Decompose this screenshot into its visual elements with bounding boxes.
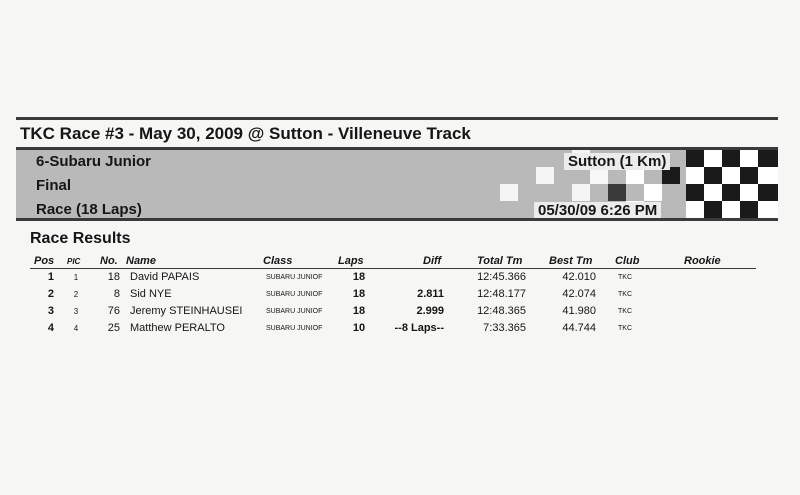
cell-pos: 3 xyxy=(47,305,54,317)
cell-pic: 4 xyxy=(73,324,79,333)
cell-number: 18 xyxy=(107,271,120,283)
cell-name: Sid NYE xyxy=(130,288,172,300)
cell-class: SUBARU JUNIOF xyxy=(266,308,323,315)
header-club: Club xyxy=(615,255,640,267)
header-diff: Diff xyxy=(423,255,442,267)
cell-name: Jeremy STEINHAUSEI xyxy=(130,305,243,317)
cell-pic: 1 xyxy=(73,273,79,282)
table-row xyxy=(0,322,800,338)
race-datetime: 05/30/09 6:26 PM xyxy=(534,202,661,219)
header-no: No. xyxy=(100,255,118,267)
header-pic: PIC xyxy=(67,257,81,266)
cell-best: 44.744 xyxy=(562,322,596,334)
cell-number: 8 xyxy=(113,288,120,300)
cell-best: 42.074 xyxy=(562,288,596,300)
event-banner xyxy=(16,147,778,221)
cell-total: 7:33.365 xyxy=(483,322,526,334)
race-name: Race (18 Laps) xyxy=(36,201,142,218)
cell-pic: 2 xyxy=(73,290,79,299)
cell-club: TKC xyxy=(618,291,632,298)
cell-pic: 3 xyxy=(73,307,79,316)
cell-name: David PAPAIS xyxy=(130,271,200,283)
cell-best: 42.010 xyxy=(562,271,596,283)
cell-number: 25 xyxy=(107,322,120,334)
section-title: Race Results xyxy=(30,230,131,247)
header-best: Best Tm xyxy=(549,255,593,267)
cell-club: TKC xyxy=(618,308,632,315)
class-name: 6-Subaru Junior xyxy=(36,153,152,170)
table-row xyxy=(0,288,800,304)
header-total: Total Tm xyxy=(477,255,523,267)
cell-pos: 2 xyxy=(47,288,54,300)
cell-pos: 4 xyxy=(47,322,54,334)
session-name: Final xyxy=(36,177,72,194)
cell-club: TKC xyxy=(618,274,632,281)
cell-diff: --8 Laps-- xyxy=(394,322,444,334)
cell-laps: 18 xyxy=(352,271,366,283)
table-row xyxy=(0,305,800,321)
cell-total: 12:48.177 xyxy=(477,288,526,300)
cell-total: 12:45.366 xyxy=(477,271,526,283)
cell-laps: 18 xyxy=(352,288,366,300)
cell-name: Matthew PERALTO xyxy=(130,322,225,334)
cell-club: TKC xyxy=(618,325,632,332)
cell-class: SUBARU JUNIOF xyxy=(266,274,323,281)
header-rookie: Rookie xyxy=(684,255,721,267)
cell-class: SUBARU JUNIOF xyxy=(266,325,323,332)
title-rule xyxy=(16,117,778,120)
cell-diff: 2.811 xyxy=(417,288,444,300)
cell-laps: 10 xyxy=(352,322,366,334)
table-row xyxy=(0,271,800,287)
header-pos: Pos xyxy=(34,255,55,267)
track-name: Sutton (1 Km) xyxy=(564,153,670,170)
header-class: Class xyxy=(263,255,293,267)
header-laps: Laps xyxy=(338,255,364,267)
cell-class: SUBARU JUNIOF xyxy=(266,291,323,298)
header-rule xyxy=(30,268,756,269)
cell-total: 12:48.365 xyxy=(477,305,526,317)
cell-best: 41.980 xyxy=(562,305,596,317)
cell-laps: 18 xyxy=(352,305,366,317)
race-title: TKC Race #3 - May 30, 2009 @ Sutton - Villeneuve Track xyxy=(20,124,471,143)
cell-number: 76 xyxy=(107,305,120,317)
cell-pos: 1 xyxy=(47,271,54,283)
cell-diff: 2.999 xyxy=(416,305,444,317)
header-name: Name xyxy=(126,255,156,267)
